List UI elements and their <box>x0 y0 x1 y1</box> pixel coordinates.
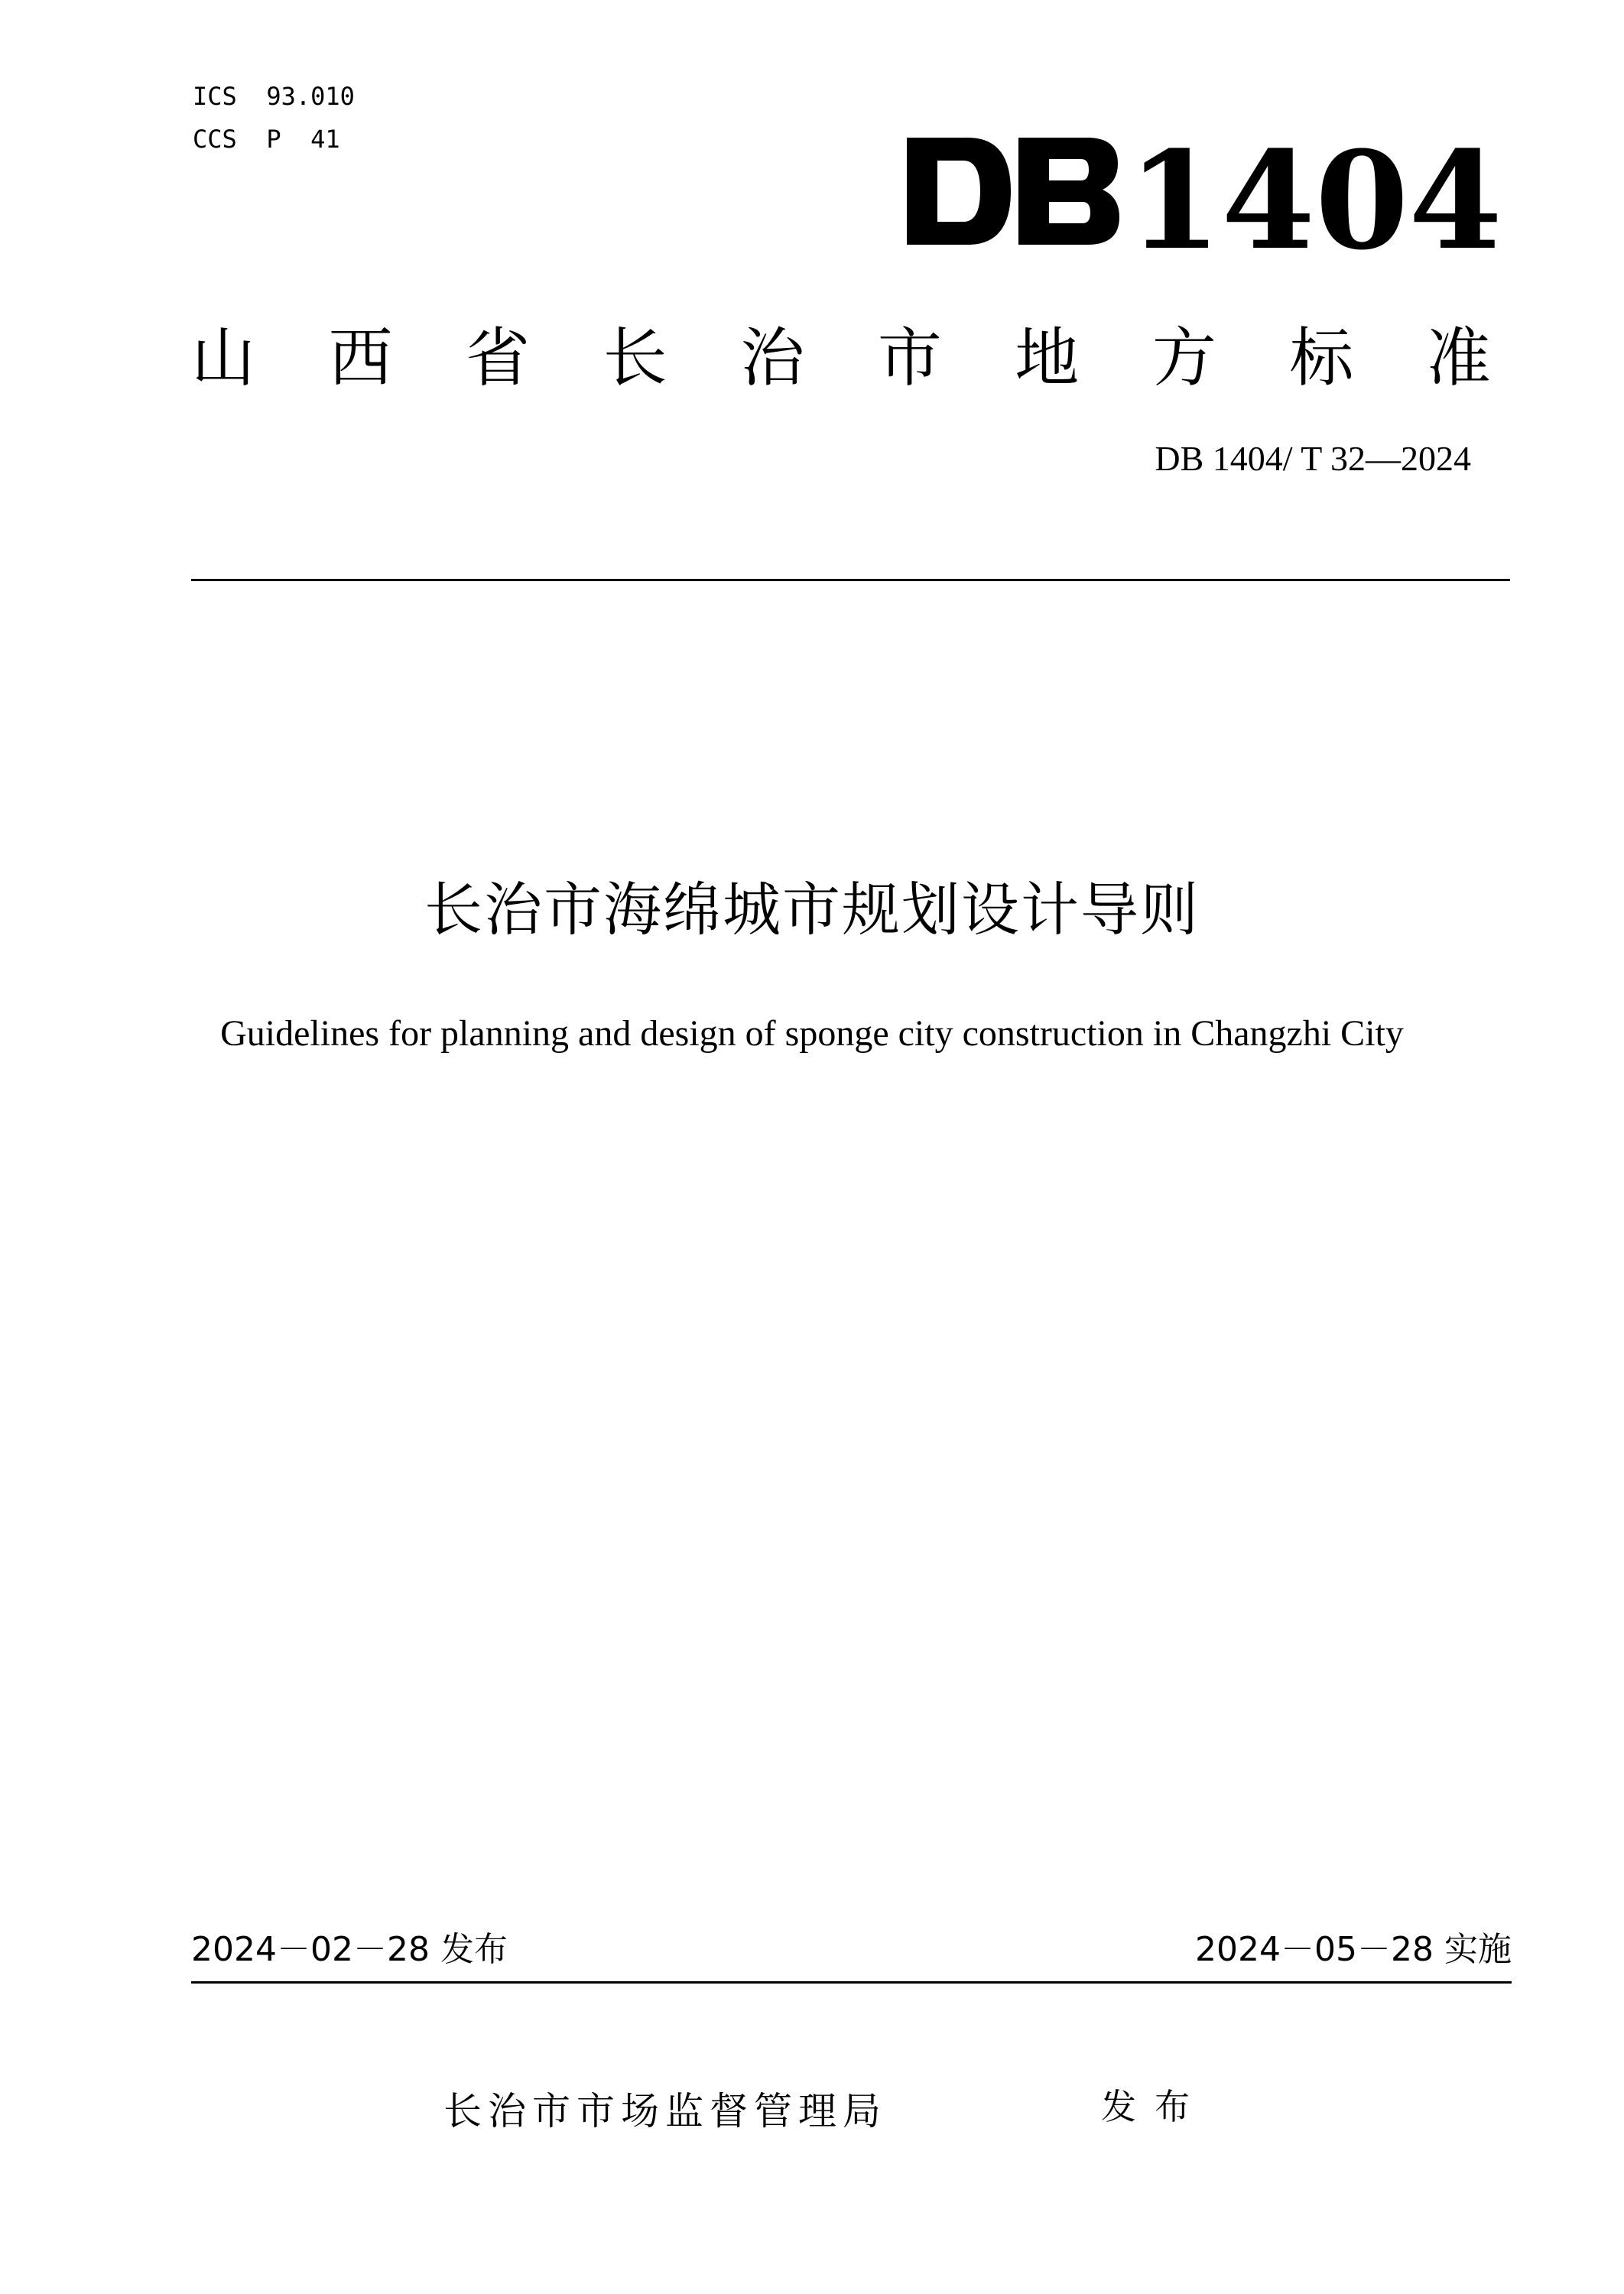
issuing-authority: 长治市市场监督管理局 <box>443 2089 887 2133</box>
document-title-cn: 长治市海绵城市规划设计导则 <box>424 876 1200 944</box>
standard-type-char: 准 <box>1426 320 1491 395</box>
standard-number: DB 1404/ T 32—2024 <box>1155 439 1471 478</box>
top-divider <box>191 579 1510 581</box>
standard-type-char: 省 <box>466 320 531 395</box>
implementation-date: 2024－05－28 实施 <box>1195 1930 1512 1969</box>
standard-type-char: 方 <box>1151 320 1216 395</box>
standard-type-char: 市 <box>877 320 942 395</box>
standard-type-heading <box>191 312 1491 404</box>
standard-type-char: 标 <box>1289 320 1354 395</box>
document-title-en: Guidelines for planning and design of sponge city construction in Changzhi City <box>220 1013 1404 1054</box>
issue-date: 2024－02－28 发布 <box>191 1930 508 1969</box>
standard-type-char: 地 <box>1015 320 1080 395</box>
standard-type-char: 山 <box>191 320 256 395</box>
db-logo-number: 1404 <box>1128 122 1502 280</box>
db-logo <box>907 138 1119 245</box>
bottom-divider <box>191 1981 1512 1984</box>
db-logo-mark <box>907 138 1119 245</box>
ics-code: ICS 93.010 <box>193 82 355 111</box>
issuing-action: 发布 <box>1101 2086 1208 2127</box>
standard-type-char: 长 <box>603 320 667 395</box>
ccs-code: CCS P 41 <box>193 125 340 154</box>
standard-type-char: 治 <box>740 320 805 395</box>
standard-type-char: 西 <box>328 320 393 395</box>
